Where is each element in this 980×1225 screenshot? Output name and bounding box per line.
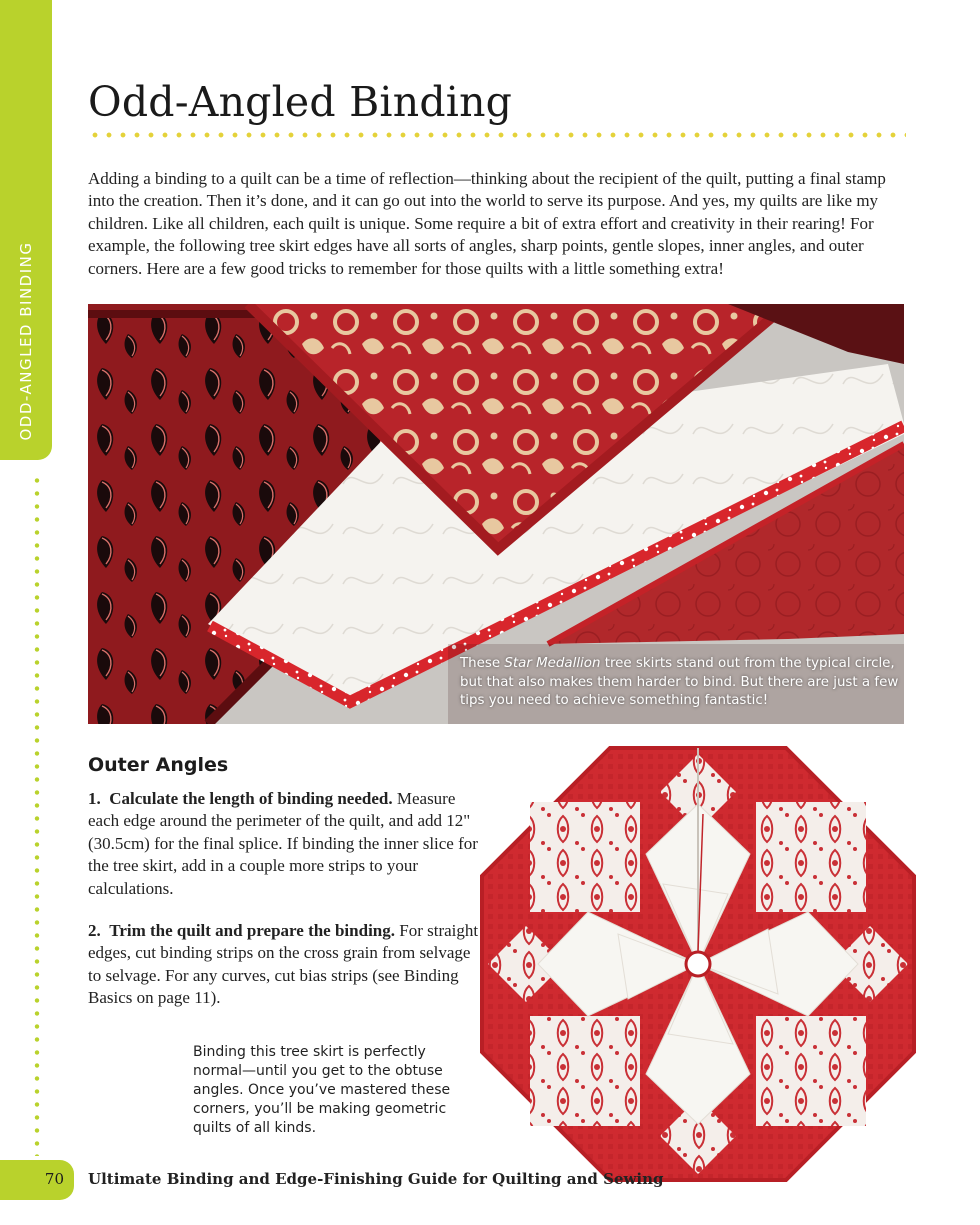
- page-number-tab: [0, 1160, 74, 1200]
- intro-paragraph: Adding a binding to a quilt can be a time of reflection—thinking about the recipient of the quilt, putting a final stamp into the creation. Then it’s done, and it can go out into the world to serve its purpose. And yes, my quilts are like my children. Like all children, each quilt is unique. Some require a bit of extra effort and creativity in their rearing! For example, the following tree skirt edges have all sorts of angles, sharp points, gentle slopes, inner angles, and outer corners. Here are a few good tricks to remember for those quilts with a little something extra!: [88, 169, 886, 278]
- step-2: [88, 920, 480, 1010]
- photo1-caption-lead: These: [460, 656, 505, 671]
- step-1-number: 1.: [88, 789, 101, 808]
- step-2-number: 2.: [88, 921, 101, 940]
- running-footer-title: Ultimate Binding and Edge-Finishing Guide for Quilting and Sewing: [88, 1170, 664, 1188]
- tree-skirts-photo: [88, 304, 904, 724]
- page-number: 70: [44, 1170, 64, 1188]
- step-1-heading: Calculate the length of binding needed.: [109, 789, 393, 808]
- title-dotted-rule: [88, 132, 906, 138]
- step-2-heading: Trim the quilt and prepare the binding.: [109, 921, 395, 940]
- photo1-caption-pattern-name: Star Medallion: [504, 656, 601, 671]
- octagon-tree-skirt-photo: [478, 744, 918, 1184]
- step-1-text: Measure each edge around the perimeter of the quilt, and add 12" (30.5cm) for the final splice. If binding the inner slice for the tree skirt, add in a couple more strips to your calculations.: [88, 789, 478, 898]
- step-1: [88, 788, 480, 900]
- side-dotted-rule: [34, 474, 40, 1156]
- step-2-text: For straight edges, cut binding strips on the cross grain from selvage to selvage. For any curves, cut bias strips (see Binding Basics on page 11).: [88, 921, 479, 1008]
- side-section-tab: [0, 0, 52, 460]
- photo1-caption: [460, 655, 900, 711]
- photo1-caption-rest: tree skirts stand out from the typical circle, but that also makes them harder to bind. But there are just a few tips you need to achieve something fantastic!: [460, 656, 899, 708]
- section-title: Outer Angles: [88, 754, 229, 776]
- page-title: Odd-Angled Binding: [88, 78, 513, 126]
- side-section-label: ODD-ANGLED BINDING: [17, 241, 35, 441]
- photo2-caption: Binding this tree skirt is perfectly normal—until you get to the obtuse angles. Once you’ve mastered these corners, you’ll be making geometric quilts of all kinds.: [193, 1044, 451, 1136]
